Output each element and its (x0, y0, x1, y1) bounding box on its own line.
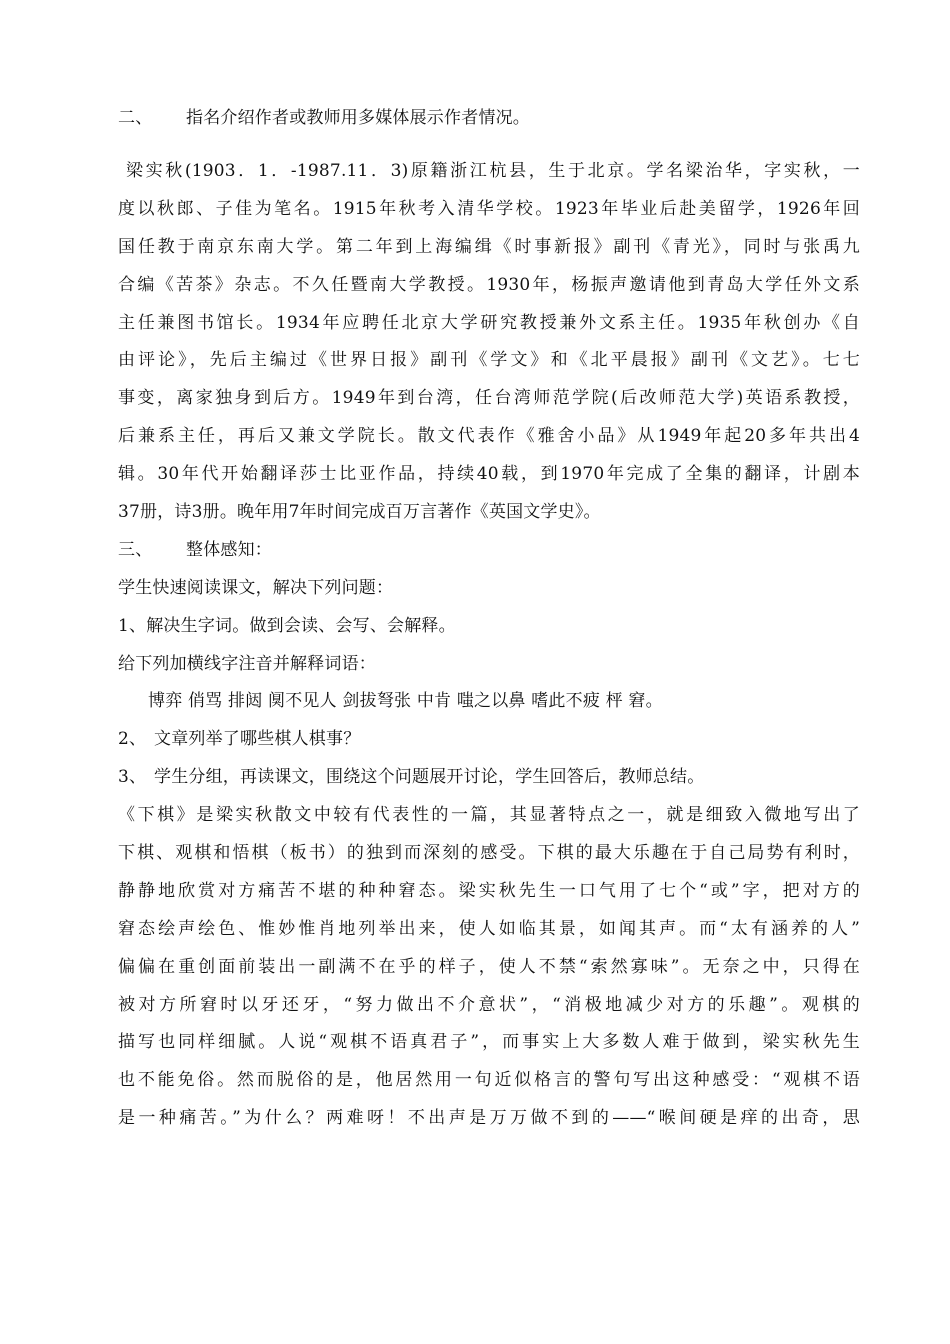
document-page (118, 108, 860, 1146)
bio-line: 度以秋郎、子佳为笔名。1915年秋考入清华学校。1923年毕业后赴美留学，1926年回 (118, 198, 860, 219)
task-3-text: 学生分组，再读课文，围绕这个问题展开讨论，学生回答后，教师总结。 (154, 767, 705, 788)
section-3-heading (118, 540, 860, 560)
summary-line: 下棋、观棋和悟棋（板书）的独到而深刻的感受。下棋的最大乐趣在于自己局势有利时， (118, 843, 860, 864)
summary-line: 《下棋》是梁实秋散文中较有代表性的一篇，其显著特点之一，就是细致入微地写出了 (118, 805, 860, 826)
bio-line: 主任兼图书馆长。1934年应聘任北京大学研究教授兼外文系主任。1935年秋创办《自 (118, 312, 860, 333)
summary-line: 偏偏在重创面前装出一副满不在乎的样子，使人不禁“索然寡味”。无奈之中，只得在 (118, 956, 860, 977)
task-1-instruction: 给下列加横线字注音并解释词语： (118, 653, 376, 674)
section-2-number: 二、 (118, 108, 153, 128)
bio-line: 37册，诗3册。晚年用7年时间完成百万言著作《英国文学史》。 (118, 502, 601, 523)
summary-line: 是一种痛苦。”为什么？两难呀！不出声是万万做不到的——“喉间硬是痒的出奇，思 (118, 1108, 860, 1129)
task-3 (118, 767, 860, 787)
bio-line: 国任教于南京东南大学。第二年到上海编缉《时事新报》副刊《青光》，同时与张禹九 (118, 236, 860, 257)
section-2-heading (118, 108, 860, 128)
bio-line: 由评论》，先后主编过《世界日报》副刊《学文》和《北平晨报》副刊《文艺》。七七 (118, 350, 860, 371)
section-3-intro: 学生快速阅读课文，解决下列问题： (118, 577, 394, 598)
task-2-number: 2、 (118, 729, 147, 750)
teacher-summary (118, 805, 860, 1128)
summary-line: 描写也同样细腻。人说“观棋不语真君子”，而事实上大多数人难于做到，梁实秋先生 (118, 1032, 860, 1053)
bio-line: 事变，离家独身到后方。1949年到台湾，任台湾师范学院(后改师范大学)英语系教授， (118, 388, 860, 409)
author-bio (118, 161, 860, 522)
summary-line: 窘态绘声绘色、惟妙惟肖地列举出来，使人如临其景，如闻其声。而“太有涵养的人” (118, 918, 860, 939)
section-3-number: 三、 (118, 539, 153, 560)
bio-line: 梁实秋(1903．1．-1987.11．3)原籍浙江杭县，生于北京。学名梁治华，字实秋，一 (126, 161, 860, 181)
task-2-text: 文章列举了哪些棋人棋事？ (154, 729, 361, 750)
vocabulary-words: 博弈 俏骂 排闼 阒不见人 剑拔弩张 中肯 嗤之以鼻 嗜此不疲 枰 窘。 (148, 691, 663, 712)
task-2 (118, 729, 860, 749)
summary-line: 静静地欣赏对方痛苦不堪的种种窘态。梁实秋先生一口气用了七个“或”字，把对方的 (118, 880, 860, 901)
summary-line: 被对方所窘时以牙还牙，“努力做出不介意状”，“消极地减少对方的乐趣”。观棋的 (118, 994, 860, 1015)
bio-line: 后兼系主任，再后又兼文学院长。散文代表作《雅舍小品》从1949年起20多年共出4 (118, 426, 860, 447)
summary-line: 也不能免俗。然而脱俗的是，他居然用一句近似格言的警句写出这种感受：“观棋不语 (118, 1070, 860, 1091)
bio-line: 辑。30年代开始翻译莎士比亚作品，持续40载，到1970年完成了全集的翻译，计剧本 (118, 464, 860, 485)
section-3-title: 整体感知： (186, 539, 272, 560)
task-3-number: 3、 (118, 767, 147, 788)
bio-line: 合编《苦茶》杂志。不久任暨南大学教授。1930年，杨振声邀请他到青岛大学任外文系 (118, 274, 860, 295)
section-2-title: 指名介绍作者或教师用多媒体展示作者情况。 (186, 108, 530, 128)
task-1: 1、解决生字词。做到会读、会写、会解释。 (118, 615, 456, 636)
